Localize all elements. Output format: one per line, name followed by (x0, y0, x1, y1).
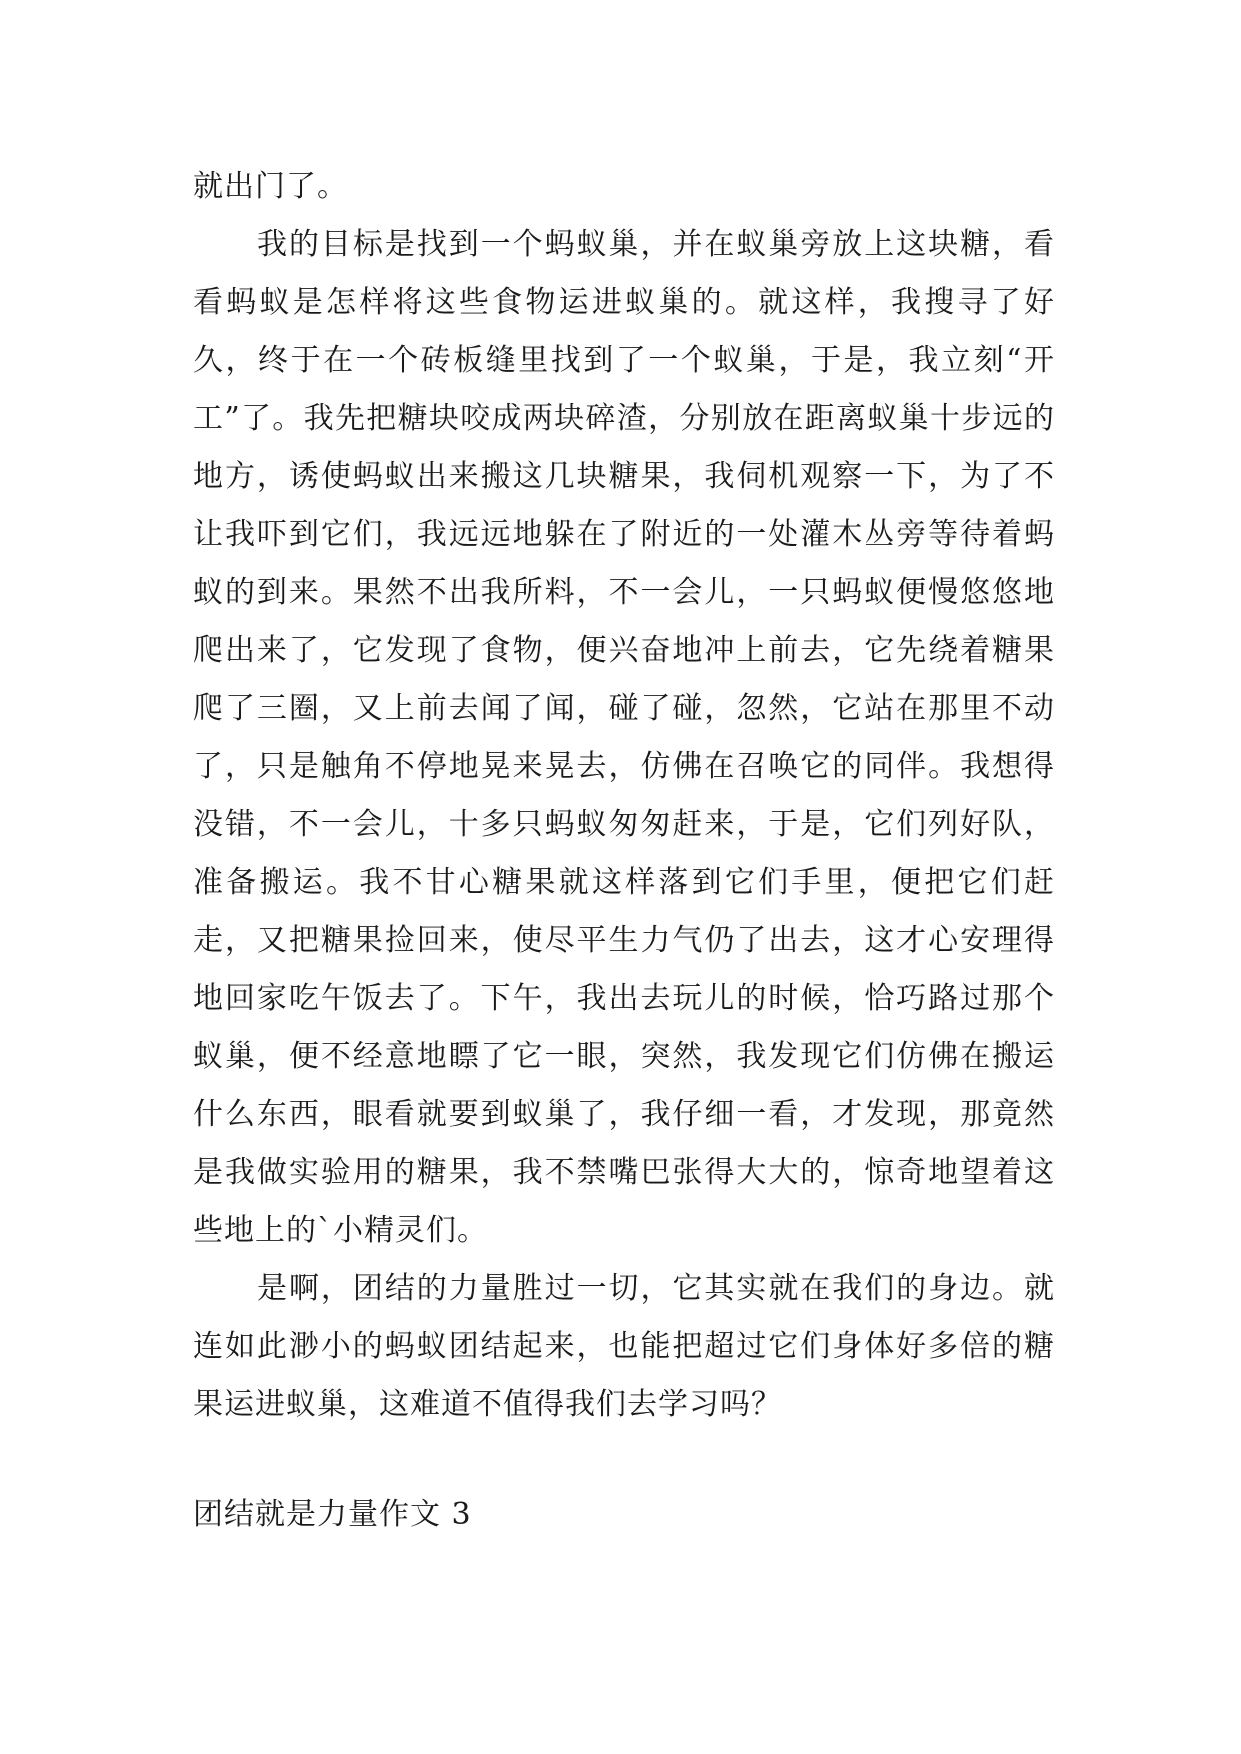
section-heading: 团结就是力量作文 3 (193, 1497, 472, 1532)
paragraph-experiment: 我的目标是找到一个蚂蚁巢，并在蚁巢旁放上这块糖，看看蚂蚁是怎样将这些食物运进蚁巢的。就这样，我搜寻了好久，终于在一个砖板缝里找到了一个蚁巢，于是，我立刻“开工”了。我先把糖块咬成两块碎渣，分别放在距离蚁巢十步远的地方，诱使蚂蚁出来搬这几块糖果，我伺机观察一下，为了不让我吓到它们，我远远地躲在了附近的一处灌木丛旁等待着蚂蚁的到来。果然不出我所料，不一会儿，一只蚂蚁便慢悠悠地爬出来了，它发现了食物，便兴奋地冲上前去，它先绕着糖果爬了三圈，又上前去闻了闻，碰了碰，忽然，它站在那里不动了，只是触角不停地晃来晃去，仿佛在召唤它的同伴。我想得没错，不一会儿，十多只蚂蚁匆匆赶来，于是，它们列好队，准备搬运。我不甘心糖果就这样落到它们手里，便把它们赶走，又把糖果捡回来，使尽平生力气仍了出去，这才心安理得地回家吃午饭去了。下午，我出去玩儿的时候，恰巧路过那个蚁巢，便不经意地瞟了它一眼，突然，我发现它们仿佛在搬运什么东西，眼看就要到蚁巢了，我仔细一看，才发现，那竟然是我做实验用的糖果，我不禁嘴巴张得大大的，惊奇地望着这些地上的`小精灵们。 (193, 227, 1055, 1248)
paragraph-continuation: 就出门了。 (193, 169, 348, 204)
document-body (193, 158, 1055, 1434)
paragraph-conclusion: 是啊，团结的力量胜过一切，它其实就在我们的身边。就连如此渺小的蚂蚁团结起来，也能把超过它们身体好多倍的糖果运进蚁巢，这难道不值得我们去学习吗？ (193, 1271, 1055, 1422)
